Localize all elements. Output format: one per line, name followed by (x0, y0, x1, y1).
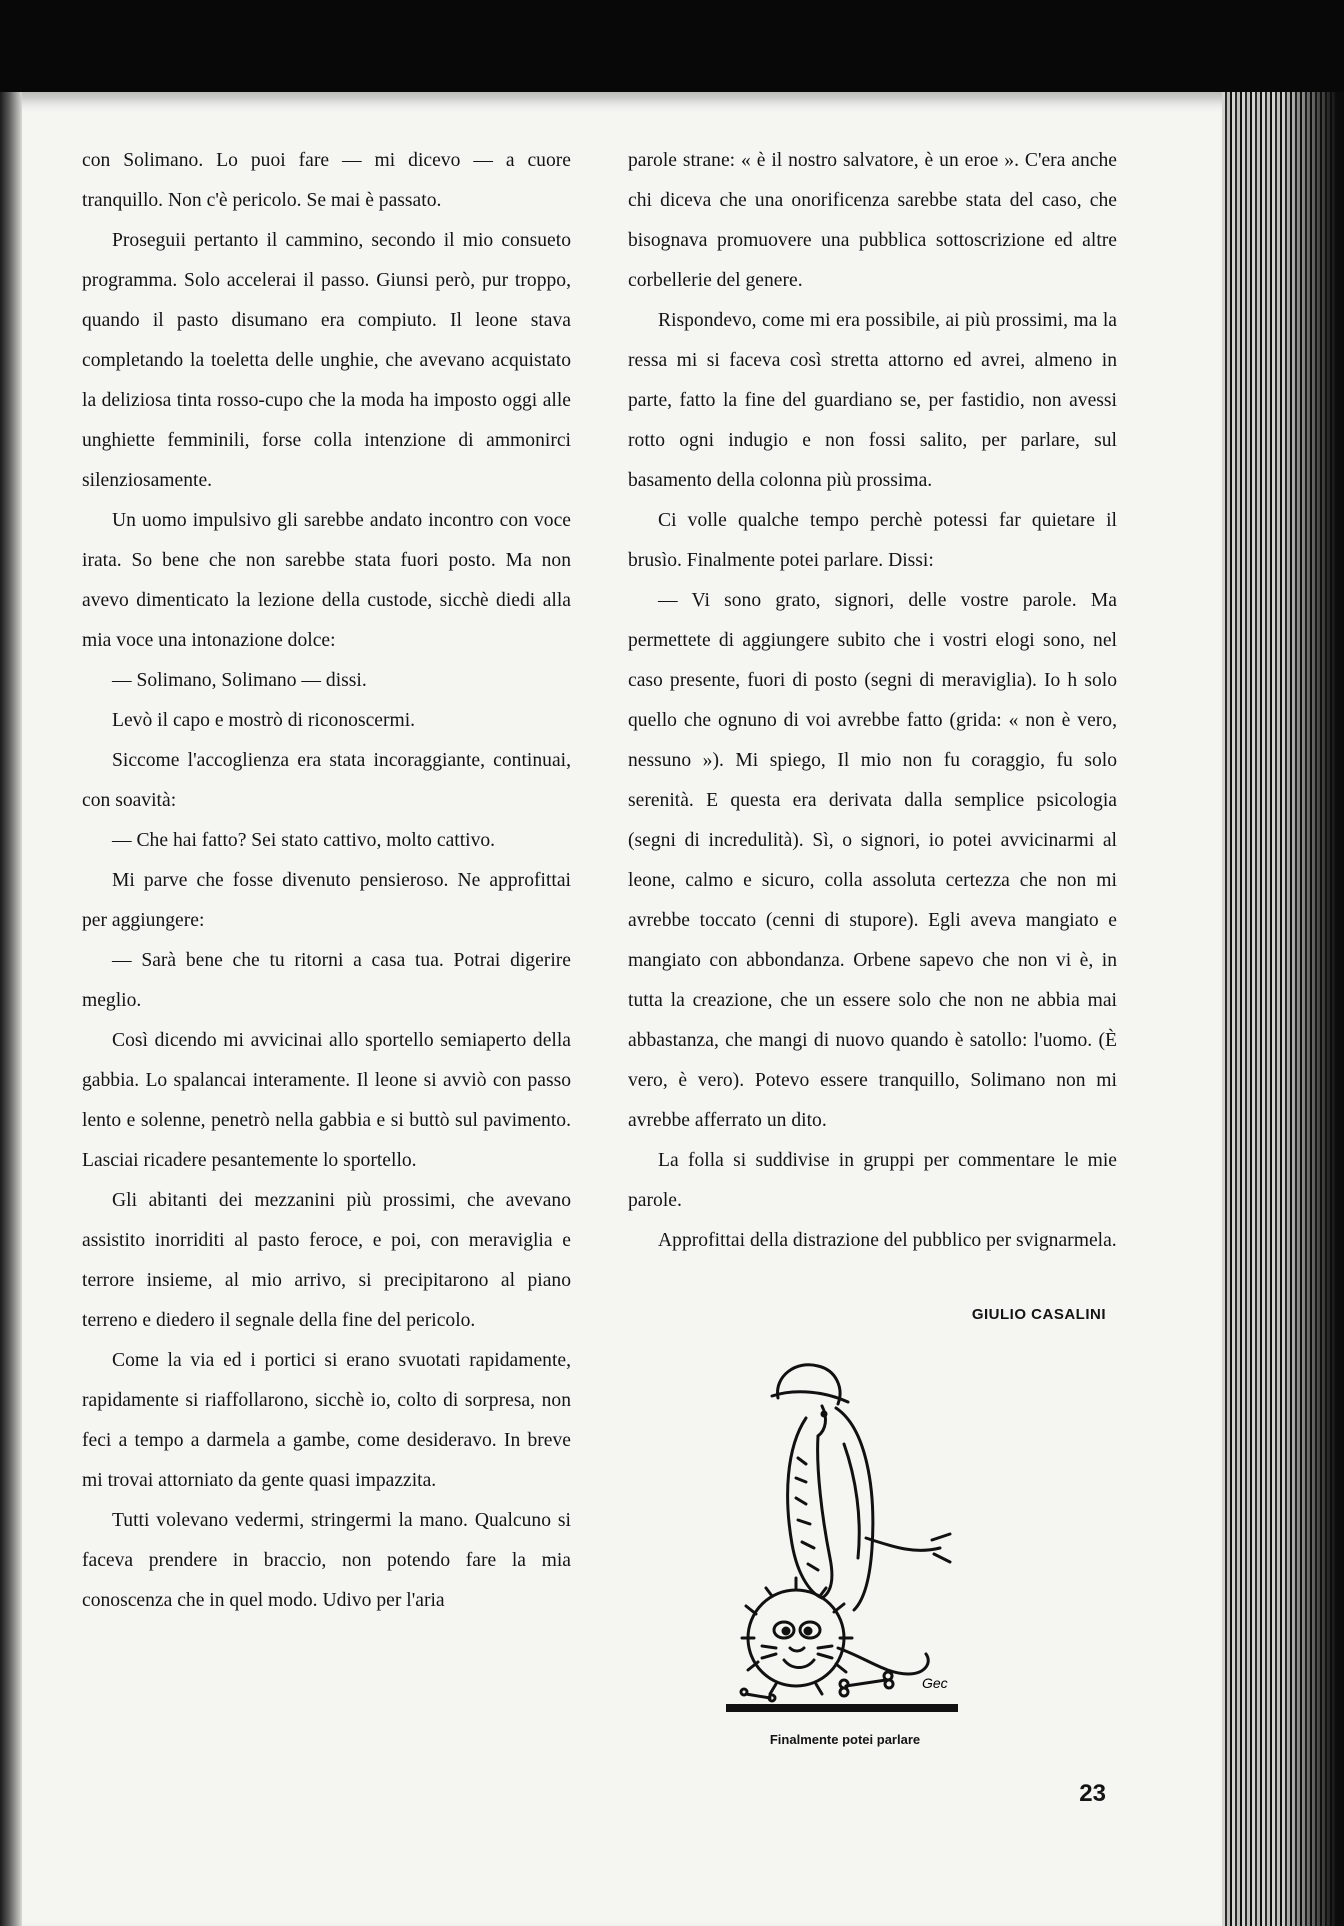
paragraph: Siccome l'accoglienza era stata incoraggiante, continuai, con soavità: (82, 750, 571, 811)
paragraph: La folla si suddivise in gruppi per commentare le mie parole. (628, 1150, 1117, 1211)
paragraph: Gli abitanti dei mezzanini più prossimi, che avevano assistito inorriditi al pasto feroce, e poi, con meraviglia e terrore insieme, al mio arrivo, si precipitarono al piano terreno e diedero il segnale della fine del pericolo. (82, 1190, 571, 1331)
paragraph: con Solimano. Lo puoi fare — mi dicevo — a cuore tranquillo. Non c'è pericolo. Se mai è passato. (82, 150, 571, 211)
lion-and-man-illustration (726, 1348, 958, 1720)
paragraph: Così dicendo mi avvicinai allo sportello semiaperto della gabbia. Lo spalancai interamente. Il leone si avviò con passo lento e solenne, penetrò nella gabbia e si buttò sul pavimento. Lasciai ricadere pesantemente lo sportello. (82, 1030, 571, 1171)
illustration-caption: Finalmente potei parlare (769, 1732, 921, 1747)
paragraph: — Solimano, Solimano — dissi. (112, 670, 367, 691)
paragraph: Rispondevo, come mi era possibile, ai più prossimi, ma la ressa mi si faceva così stretta attorno ed avrei, almeno in parte, fatto la fine del guardiano se, per fastidio, non avessi rotto ogni indugio e non fossi salito, per parlare, sul basamento della colonna più prossima. (628, 310, 1117, 491)
author-signature: GIULIO CASALINI (971, 1306, 1106, 1323)
paragraph: Tutti volevano vedermi, stringermi la mano. Qualcuno si faceva prendere in braccio, non potendo fare la mia conoscenza che in quel modo. Udivo per l'aria (82, 1510, 571, 1611)
paragraph: parole strane: « è il nostro salvatore, è un eroe ». C'era anche chi diceva che una onorificenza sarebbe stata del caso, che bisognava promuovere una pubblica sottoscrizione ed altre corbellerie del genere. (628, 150, 1117, 291)
paragraph: — Vi sono grato, signori, delle vostre parole. Ma permettete di aggiungere subito che i vostri elogi sono, nel caso presente, fuori di posto (segni di meraviglia). Io h solo quello che ognuno di voi avrebbe fatto (grida: « non è vero, nessuno »). Mi spiego, Il mio non fu coraggio, fu solo serenità. E questa era derivata dalla semplice psicologia (segni di incredulità). Sì, o signori, io potei avvicinarmi al leone, calmo e sicuro, colla assoluta certezza che non mi avrebbe toccato (cenni di stupore). Egli aveva mangiato e mangiato con abbondanza. Orbene sapevo che non vi è, in tutta la creazione, che un essere solo che non ne abbia mai abbastanza, che mangi di nuovo quando è satollo: l'uomo. (È vero, è vero). Potevo essere tranquillo, Solimano non mi avrebbe afferrato un dito. (628, 590, 1117, 1131)
illustrator-signature: Gec (922, 1675, 948, 1691)
page-gutter-shadow (0, 92, 22, 1926)
paragraph: — Che hai fatto? Sei stato cattivo, molto cattivo. (112, 830, 496, 851)
paragraph: Proseguii pertanto il cammino, secondo il mio consueto programma. Solo accelerai il passo. Giunsi però, pur troppo, quando il pasto disumano era compiuto. Il leone stava completando la toeletta delle unghie, che avevano acquistato la deliziosa tinta rosso-cupo che la moda ha imposto oggi alle unghiette femminili, forse colla intenzione di ammonirci silenziosamente. (82, 230, 571, 491)
paragraph: Mi parve che fosse divenuto pensieroso. Ne approfittai per aggiungere: (82, 870, 571, 931)
paragraph: Come la via ed i portici si erano svuotati rapidamente, rapidamente si riaffollarono, sicchè io, colto di sorpresa, non feci a tempo a darmela a gambe, come desideravo. In breve mi trovai attorniato da gente quasi impazzita. (82, 1350, 571, 1491)
paragraph: Approfittai della distrazione del pubblico per svignarmela. (658, 1230, 1117, 1251)
right-text-column (628, 141, 1117, 1261)
ground-line (726, 1704, 958, 1712)
paragraph: Ci volle qualche tempo perchè potessi far quietare il brusìo. Finalmente potei parlare. Dissi: (628, 510, 1117, 571)
left-text-column (82, 141, 571, 1621)
paragraph: Un uomo impulsivo gli sarebbe andato incontro con voce irata. So bene che non sarebbe stata fuori posto. Ma non avevo dimenticato la lezione della custode, sicchè diedi alla mia voce una intonazione dolce: (82, 510, 571, 651)
scan-top-shadow (0, 0, 1344, 100)
paragraph: — Sarà bene che tu ritorni a casa tua. Potrai digerire meglio. (82, 950, 571, 1011)
paragraph: Levò il capo e mostrò di riconoscermi. (112, 710, 416, 731)
stacked-page-edges (1222, 92, 1344, 1926)
page-number: 23 (1079, 1780, 1106, 1807)
